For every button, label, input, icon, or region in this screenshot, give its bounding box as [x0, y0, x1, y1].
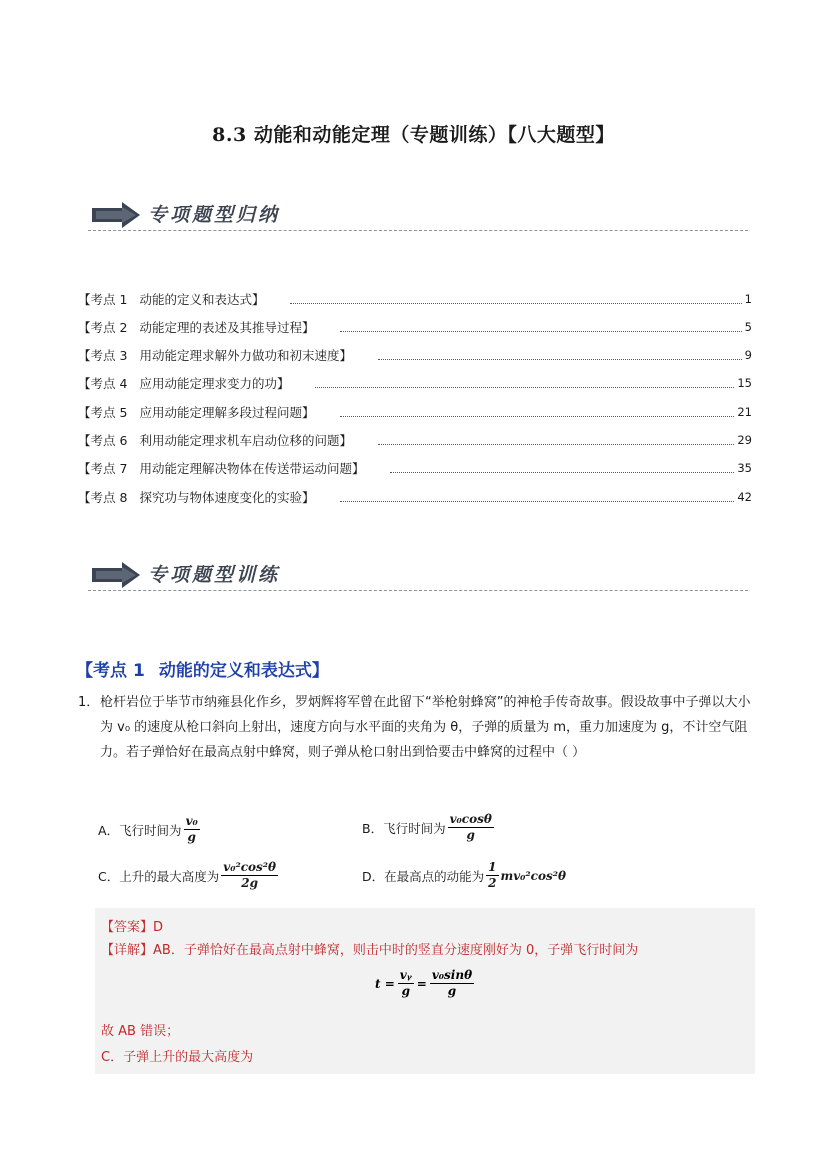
option-label: C．上升的最大高度为	[98, 868, 220, 884]
section-label: 动能的定义和表达式】	[158, 661, 329, 681]
fraction	[448, 812, 494, 843]
section-prefix: 【考点	[76, 661, 127, 681]
option-d[interactable]	[362, 860, 566, 891]
toc-page: 35	[737, 461, 752, 475]
toc-page: 21	[737, 405, 752, 419]
toc-page: 15	[737, 376, 752, 390]
toc-label: 探究功与物体速度变化的实验】	[139, 490, 315, 505]
toc-num: 【考点 2	[78, 320, 128, 335]
arrow-icon	[92, 562, 142, 588]
fraction-denominator: 2	[488, 876, 497, 890]
toc-leader	[340, 323, 741, 332]
fraction	[486, 860, 498, 891]
option-b[interactable]	[362, 812, 494, 843]
toc-page: 42	[737, 490, 752, 504]
toc-label: 用动能定理解决物体在传送带运动问题】	[139, 461, 365, 476]
option-expression: mv₀²cos²θ	[500, 868, 567, 883]
question-text: 枪杆岩位于毕节市纳雍县化作乡，罗炳辉将军曾在此留下“举枪射蜂窝”的神枪手传奇故事。假设故事中子弹以大小为 v₀ 的速度从枪口斜向上射出，速度方向与水平面的夹角为 θ，子弹的质量为 m，重力加速度为 g，不计空气阻力。若子弹恰好在最高点射中蜂窝，则子弹从枪口射出到恰要击中蜂窝的过程中（ ）	[100, 695, 751, 760]
toc-leader	[290, 295, 741, 304]
toc-label: 用动能定理求解外力做功和初末速度】	[139, 348, 352, 363]
toc-num: 【考点 8	[78, 490, 128, 505]
page-title: 8.3 动能和动能定理（专题训练）【八大题型】	[212, 124, 615, 146]
toc-label: 动能的定义和表达式】	[139, 292, 265, 307]
question-1	[78, 690, 754, 765]
section-heading	[76, 656, 329, 681]
detail-text: AB．子弹恰好在最高点射中蜂窝，则击中时的竖直分速度刚好为 0，子弹飞行时间为	[153, 943, 639, 958]
fraction-denominator: g	[466, 828, 475, 842]
toc-leader	[390, 464, 734, 473]
section-number: 1	[133, 661, 145, 681]
toc-page: 29	[737, 433, 752, 447]
toc-num: 【考点 3	[78, 348, 128, 363]
fraction	[398, 968, 414, 999]
fraction	[430, 968, 474, 999]
toc-row[interactable]	[78, 487, 752, 507]
toc-label: 动能定理的表述及其推导过程】	[139, 320, 315, 335]
formula-lhs: t =	[375, 976, 395, 991]
option-c[interactable]	[98, 860, 278, 891]
fraction-denominator: g	[447, 984, 457, 998]
toc-leader	[378, 436, 734, 445]
fraction-numerator: v₀	[185, 814, 198, 828]
answer-line: 【答案】D	[101, 920, 164, 935]
toc-row[interactable]	[78, 373, 752, 393]
option-label: B．飞行时间为	[362, 820, 446, 836]
formula-equals: =	[416, 976, 427, 991]
toc-leader	[340, 493, 734, 502]
toc-num: 【考点 1	[78, 292, 128, 307]
toc-row[interactable]	[78, 345, 752, 365]
toc-leader	[378, 351, 742, 360]
banner-text: 专项题型训练	[148, 564, 281, 586]
dashed-divider	[88, 230, 748, 231]
toc-page: 1	[744, 292, 752, 306]
toc-label: 利用动能定理求机车启动位移的问题】	[139, 433, 352, 448]
answer-box	[95, 908, 755, 1074]
toc-row[interactable]	[78, 317, 752, 337]
fraction-numerator: vᵧ	[399, 968, 412, 982]
toc-label: 应用动能定理求变力的功】	[139, 376, 290, 391]
toc-num: 【考点 7	[78, 461, 128, 476]
detail-tag: 【详解】	[101, 943, 154, 958]
formula-time	[375, 968, 477, 999]
toc-page: 5	[744, 320, 752, 334]
toc-page: 9	[744, 348, 752, 362]
toc-label: 应用动能定理解多段过程问题】	[139, 405, 315, 420]
toc-row[interactable]	[78, 458, 752, 478]
section-banner-summary	[88, 196, 748, 236]
detail-line-3: 故 AB 错误；	[101, 1024, 180, 1039]
fraction-numerator: 1	[488, 860, 497, 874]
toc-leader	[340, 408, 734, 417]
banner-text: 专项题型归纳	[148, 204, 281, 226]
toc-num: 【考点 5	[78, 405, 128, 420]
fraction	[184, 814, 200, 845]
toc-row[interactable]	[78, 289, 752, 309]
fraction-denominator: g	[187, 830, 196, 844]
question-number: 1．	[78, 695, 100, 710]
fraction-numerator: v₀cosθ	[449, 812, 492, 826]
dashed-divider	[88, 590, 748, 591]
toc-row[interactable]	[78, 430, 752, 450]
detail-line-4: C．子弹上升的最大高度为	[101, 1050, 254, 1065]
fraction	[221, 860, 278, 891]
section-banner-training	[88, 556, 748, 596]
arrow-icon	[92, 202, 142, 228]
fraction-numerator: v₀²cos²θ	[223, 860, 277, 874]
toc-num: 【考点 6	[78, 433, 128, 448]
fraction-denominator: 2g	[241, 876, 259, 890]
option-label: A．飞行时间为	[98, 822, 182, 838]
fraction-numerator: v₀sinθ	[431, 968, 473, 982]
option-label: D．在最高点的动能为	[362, 868, 485, 884]
fraction-denominator: g	[401, 984, 410, 998]
toc-num: 【考点 4	[78, 376, 128, 391]
option-a[interactable]	[98, 814, 200, 845]
toc-row[interactable]	[78, 402, 752, 422]
toc-leader	[315, 379, 734, 388]
detail-line	[101, 939, 638, 958]
